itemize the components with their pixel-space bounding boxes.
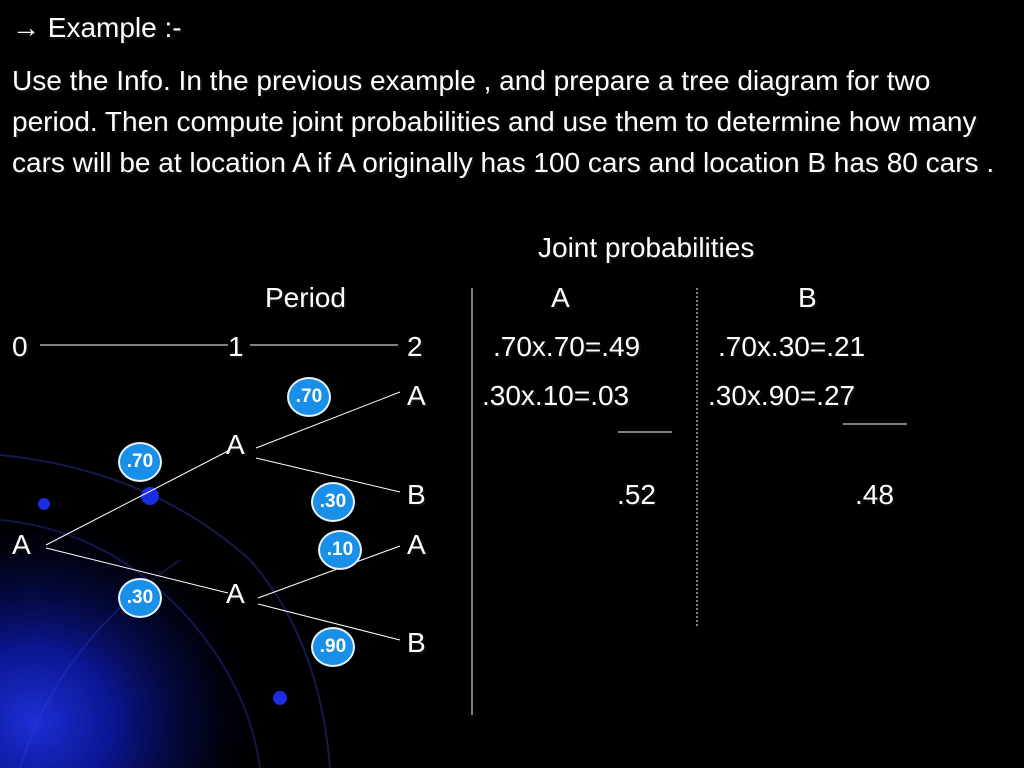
prob-bubble-root-upper: .70 <box>118 442 162 482</box>
joint-sum-b: .48 <box>855 479 894 510</box>
tree-leaf-1: A <box>407 380 426 411</box>
prob-bubble-lower-b: .90 <box>311 627 355 667</box>
tree-leaf-4: B <box>407 627 426 658</box>
joint-row2-a: .30x.10=.03 <box>482 380 630 411</box>
slide-heading <box>12 12 182 44</box>
tree-leaf-2: B <box>407 479 426 510</box>
joint-row1-a: .70x.70=.49 <box>493 331 641 362</box>
prob-bubble-lower-a: .10 <box>318 530 362 570</box>
joint-sum-a: .52 <box>617 479 656 510</box>
period-label: Period <box>265 282 346 313</box>
table-col-b-header: B <box>798 282 817 313</box>
period-0: 0 <box>12 331 28 362</box>
joint-row2-b: .30x.90=.27 <box>708 380 856 411</box>
tree-leaf-3: A <box>407 529 426 560</box>
arrow-icon: → <box>12 12 40 43</box>
joint-row1-b: .70x.30=.21 <box>718 331 866 362</box>
tree-node-upper: A <box>226 429 245 460</box>
prob-bubble-upper-a: .70 <box>287 377 331 417</box>
prob-bubble-upper-b: .30 <box>311 482 355 522</box>
joint-probabilities-header: Joint probabilities <box>538 232 755 263</box>
tree-root-node: A <box>12 529 31 560</box>
tree-node-lower: A <box>226 578 245 609</box>
prob-bubble-root-lower: .30 <box>118 578 162 618</box>
table-col-a-header: A <box>551 282 570 313</box>
period-1: 1 <box>228 331 244 362</box>
period-2: 2 <box>407 331 423 362</box>
heading-text: Example :- <box>47 12 182 43</box>
problem-text: Use the Info. In the previous example , and prepare a tree diagram for two period. Then compute joint probabilities and use them to determine how many cars will be at location A if A originally has 100 cars and location B has 80 cars . <box>12 65 995 178</box>
